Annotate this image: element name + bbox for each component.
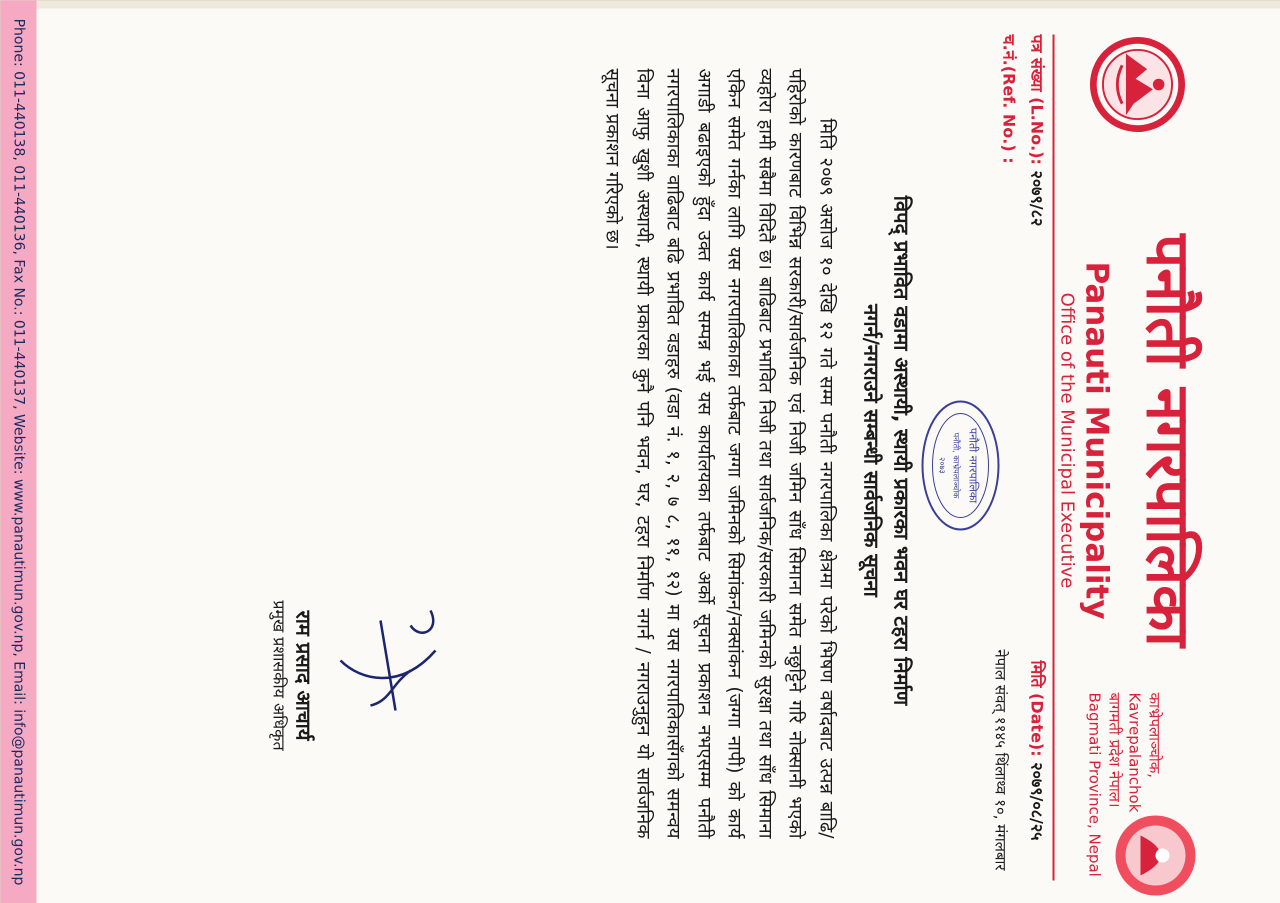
address-line-2: बागमती प्रदेश नेपाल। [1105, 692, 1123, 808]
seal-text-3: २०७३ [937, 456, 946, 474]
nepal-sambat-date: नेपाल संवत् ११४५ थिंलाथ्व १०, मंगलबार [991, 648, 1009, 870]
municipality-name-np: पनौती नगरपालिका [1132, 233, 1202, 647]
office-seal-stamp [915, 395, 1005, 535]
letter-number-label: पत्र संख्या (L.No.): [1027, 34, 1046, 165]
nepal-emblem-icon [1089, 36, 1185, 132]
page-edge [36, 0, 1280, 8]
letterhead-divider [1052, 34, 1054, 880]
signature-scribble [330, 590, 450, 720]
municipality-name-en: Panauti Municipality [1078, 260, 1114, 620]
reference-number [998, 34, 1018, 163]
office-name-en: Office of the Municipal Executive [1056, 292, 1077, 588]
seal-text-1: पनौती नगरपालिका [966, 427, 979, 503]
address-line-1: काभ्रेपलाञ्चोक, Kavrepalanchok [1125, 692, 1163, 812]
notice-title [856, 80, 916, 820]
issue-date-value: २०७९/०८/२५ [1027, 761, 1046, 840]
seal-text-2: पनौती, काभ्रेपलाञ्चोक [951, 432, 960, 498]
address-line-en: Bagmati Province, Nepal [1085, 692, 1103, 877]
reference-number-label: च.नं.(Ref. No.) : [999, 34, 1018, 164]
letter-number [1026, 34, 1046, 226]
contact-footer: Phone: 011-440138, 011-440136, Fax No.: 011-440137, Website: www.panautimun.gov.np, Email: info@panautimun.gov.np [0, 0, 36, 903]
signatory-name: राम प्रसाद आचार्य [291, 610, 315, 740]
issue-date-label: मिति (Date): [1027, 660, 1046, 757]
notice-body: मिति २०७९ असोज १० देखि १२ गते सम्म पनौती नगरपालिका क्षेत्रमा परेको भिषण वर्षादबाट उत्पन्न बाढि/पहिरोको कारणबाट विभिन्न सरकारी/सार्वजनिक एवं निजी जमिन साँध सिमाना समेत नछुट्टिने गरि नोक्सानी भएको व्यहोरा हामी सबैमा विदितै छ। बाढिबाट प्रभावित निजी तथा सार्वजनिक/सरकारी जमिनको सुरक्षा तथा साँध सिमाना एकिन समेत गर्नका लागि यस नगरपालिकाका तर्फबाट जग्गा जमिनको सिमांकन/नक्सांकन (जग्गा नापी) को कार्य अगाडी बढाइएको हुँदा उक्त कार्य सम्पन्न भई यस कार्यालयका तर्फबाट अर्को सूचना प्रकाशन नभएसम्म पनौती नगरपालिकाका वाढिबाट बढि प्रभावित वडाहरु (वडा नं. १, २, ७ ८, ११, १२) मा यस नगरपालिकासँगको समन्वय विना आफु खुशी अस्थायी, स्थायी प्रकारका कुनै पनि भवन, घर, टहरा निर्माण नगर्न / नगराउनुहुन यो सार्वजनिक सूचना प्रकाशन गरिएको छ। [601, 68, 836, 838]
issue-date [1026, 660, 1046, 840]
letter-number-value: २०७९/८२ [1027, 170, 1046, 226]
signatory-title: प्रमुख प्रशासकीय अधिकृत [269, 599, 288, 751]
municipality-logo-icon [1080, 810, 1200, 900]
notice-title-line-2: नगर्न/नगराउने सम्बन्धी सार्वजनिक सूचना [859, 303, 883, 597]
notice-title-line-1: विपद् प्रभावित वडामा अस्थायी, स्थायी प्रकारका भवन घर टहरा निर्माण [889, 195, 913, 705]
